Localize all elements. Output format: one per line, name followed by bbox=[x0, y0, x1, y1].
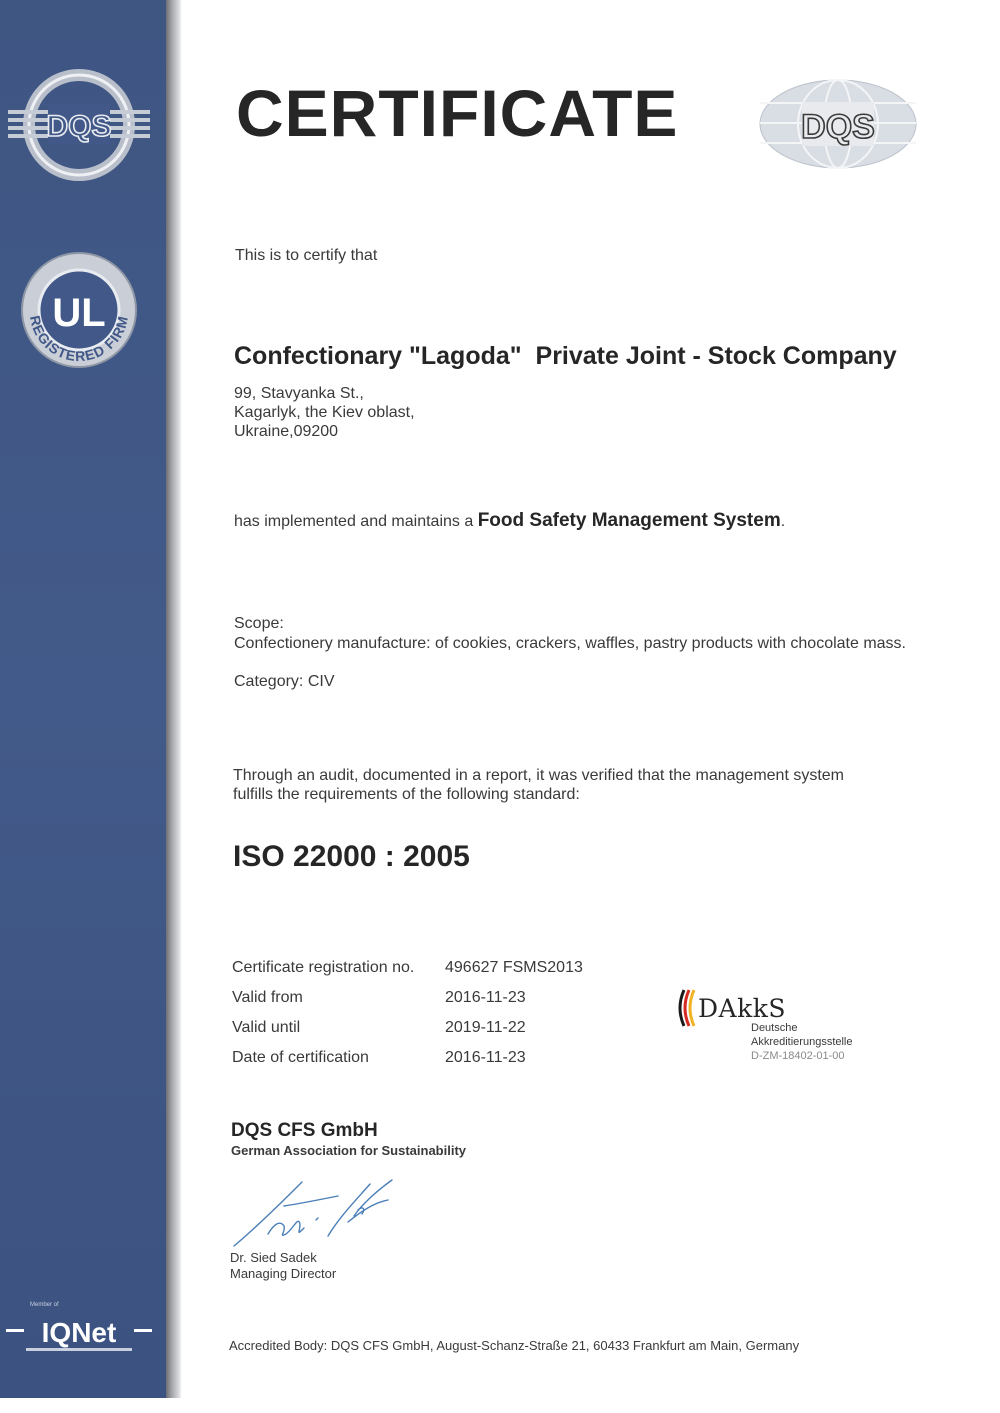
dqs-globe-logo-text: DQS bbox=[801, 108, 875, 146]
iqnet-logo-text: IQNet bbox=[41, 1317, 117, 1348]
iqnet-logo bbox=[6, 1312, 156, 1358]
company-name: Confectionary "Lagoda" Private Joint - Stock Company bbox=[234, 342, 897, 370]
implemented-suffix: . bbox=[780, 513, 786, 530]
registration-row bbox=[232, 989, 583, 1019]
registration-value: 2016-11-23 bbox=[445, 989, 526, 1006]
dqs-sidebar-logo bbox=[8, 66, 150, 184]
registration-value: 496627 FSMS2013 bbox=[445, 959, 583, 976]
address-line: Ukraine,09200 bbox=[234, 423, 339, 440]
issuer-name: DQS CFS GmbH bbox=[231, 1120, 378, 1141]
address-line: Kagarlyk, the Kiev oblast, bbox=[234, 404, 415, 421]
iqnet-member-label: Member of bbox=[30, 1302, 59, 1308]
scope-block bbox=[234, 614, 906, 654]
standard-title: ISO 22000 : 2005 bbox=[233, 840, 470, 873]
certify-intro: This is to certify that bbox=[235, 247, 378, 264]
dakks-logo-name: DAkkS bbox=[698, 994, 787, 1023]
system-name: Food Safety Management System bbox=[477, 510, 781, 531]
registration-value: 2019-11-22 bbox=[445, 1019, 526, 1036]
dqs-globe-logo bbox=[758, 76, 918, 172]
page-title: CERTIFICATE bbox=[236, 76, 679, 150]
ul-registered-firm-logo bbox=[18, 250, 140, 370]
accredited-body: Accredited Body: DQS CFS GmbH, August-Schanz-Straße 21, 60433 Frankfurt am Main, Germany bbox=[229, 1338, 800, 1353]
registration-value: 2016-11-23 bbox=[445, 1049, 526, 1066]
registration-label: Date of certification bbox=[232, 1049, 369, 1066]
registration-table bbox=[232, 959, 583, 1079]
signer-title: Managing Director bbox=[230, 1266, 337, 1281]
scope-text: Confectionery manufacture: of cookies, crackers, waffles, pastry products with chocolate mass. bbox=[234, 635, 906, 652]
dakks-line: Deutsche bbox=[751, 1022, 798, 1034]
registration-label: Valid until bbox=[232, 1019, 301, 1036]
signer-name: Dr. Sied Sadek bbox=[230, 1250, 317, 1265]
registration-label: Valid from bbox=[232, 989, 303, 1006]
audit-line: Through an audit, documented in a report, it was verified that the management system bbox=[233, 767, 844, 784]
audit-line: fulfills the requirements of the following standard: bbox=[233, 786, 580, 803]
dakks-mark-icon bbox=[674, 988, 698, 1028]
dakks-logo-caption bbox=[751, 1021, 853, 1063]
company-address bbox=[234, 384, 415, 441]
registration-row bbox=[232, 959, 583, 989]
signature-image bbox=[228, 1176, 408, 1250]
implemented-statement bbox=[234, 510, 785, 532]
dakks-line: Akkreditierungsstelle bbox=[751, 1036, 853, 1048]
scope-label: Scope: bbox=[234, 615, 284, 632]
ul-ring-text: REGISTERED FIRM bbox=[26, 313, 132, 365]
ul-logo-text: UL bbox=[52, 291, 106, 335]
dqs-sidebar-logo-text: DQS bbox=[46, 110, 112, 143]
dakks-code: D-ZM-18402-01-00 bbox=[751, 1050, 845, 1062]
address-line: 99, Stavyanka St., bbox=[234, 385, 364, 402]
sidebar-edge bbox=[166, 0, 182, 1398]
issuer-subtitle: German Association for Sustainability bbox=[231, 1143, 467, 1158]
registration-label: Certificate registration no. bbox=[232, 959, 415, 976]
registration-row bbox=[232, 1019, 583, 1049]
implemented-prefix: has implemented and maintains a bbox=[234, 513, 474, 530]
category: Category: CIV bbox=[234, 673, 335, 690]
audit-statement bbox=[233, 766, 933, 804]
registration-row bbox=[232, 1049, 583, 1079]
signer-block bbox=[230, 1250, 336, 1282]
sidebar-band bbox=[0, 0, 166, 1398]
